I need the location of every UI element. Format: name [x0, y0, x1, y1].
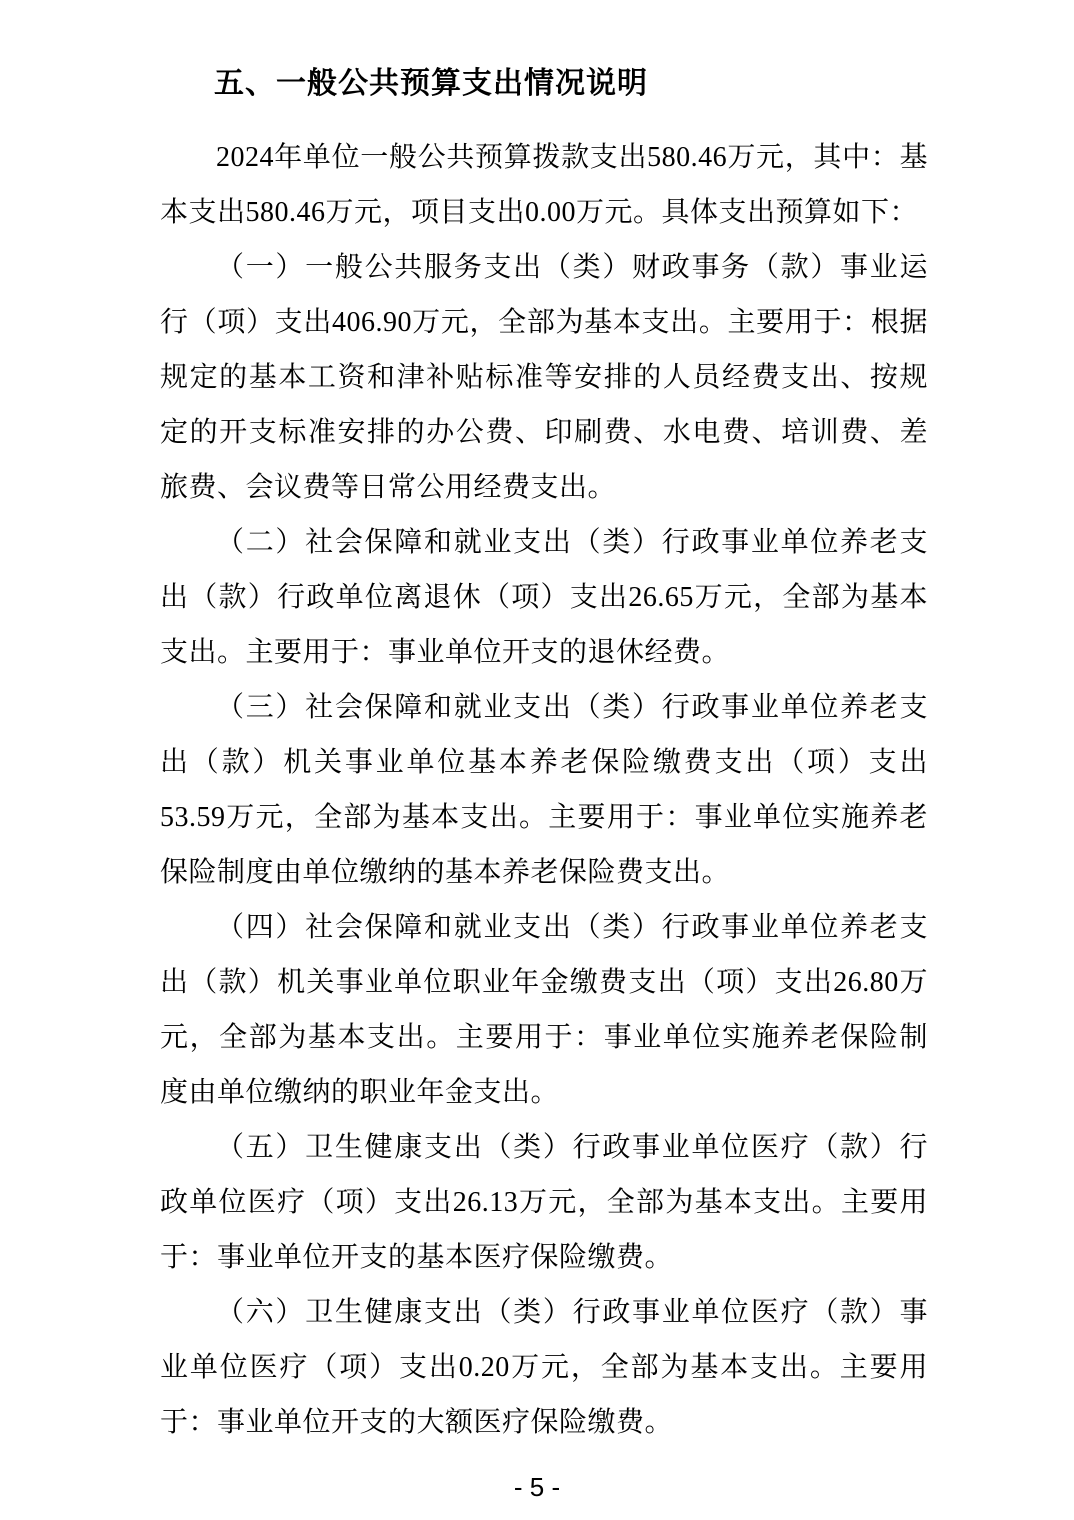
paragraph-item-6-major-medical: （六）卫生健康支出（类）行政事业单位医疗（款）事业单位医疗（项）支出0.20万元，全部为基本支出。主要用于：事业单位开支的大额医疗保险缴费。 — [160, 1297, 928, 1438]
paragraph-item-3-basic-pension: （三）社会保障和就业支出（类）行政事业单位养老支出（款）机关事业单位基本养老保险缴费支出（项）支出53.59万元，全部为基本支出。主要用于：事业单位实施养老保险制度由单位缴纳的基本养老保险费支出。 — [160, 692, 928, 888]
paragraph-budget-summary: 2024年单位一般公共预算拨款支出580.46万元，其中：基本支出580.46万元，项目支出0.00万元。具体支出预算如下： — [160, 142, 928, 228]
page-number: - 5 - — [513, 1472, 561, 1502]
paragraph-item-5-basic-medical: （五）卫生健康支出（类）行政事业单位医疗（款）行政单位医疗（项）支出26.13万元，全部为基本支出。主要用于：事业单位开支的基本医疗保险缴费。 — [160, 1132, 928, 1273]
paragraph-item-4-occupational-annuity: （四）社会保障和就业支出（类）行政事业单位养老支出（款）机关事业单位职业年金缴费支出（项）支出26.80万元，全部为基本支出。主要用于：事业单位实施养老保险制度由单位缴纳的职业年金支出。 — [160, 912, 928, 1108]
section-heading: 五、一般公共预算支出情况说明 — [214, 67, 648, 100]
paragraph-item-2-retirement: （二）社会保障和就业支出（类）行政事业单位养老支出（款）行政单位离退休（项）支出26.65万元，全部为基本支出。主要用于：事业单位开支的退休经费。 — [160, 527, 928, 668]
document-body — [160, 130, 928, 1450]
paragraph-item-1-general-public-services: （一）一般公共服务支出（类）财政事务（款）事业运行（项）支出406.90万元，全部为基本支出。主要用于：根据规定的基本工资和津补贴标准等安排的人员经费支出、按规定的开支标准安排的办公费、印刷费、水电费、培训费、差旅费、会议费等日常公用经费支出。 — [160, 252, 928, 503]
